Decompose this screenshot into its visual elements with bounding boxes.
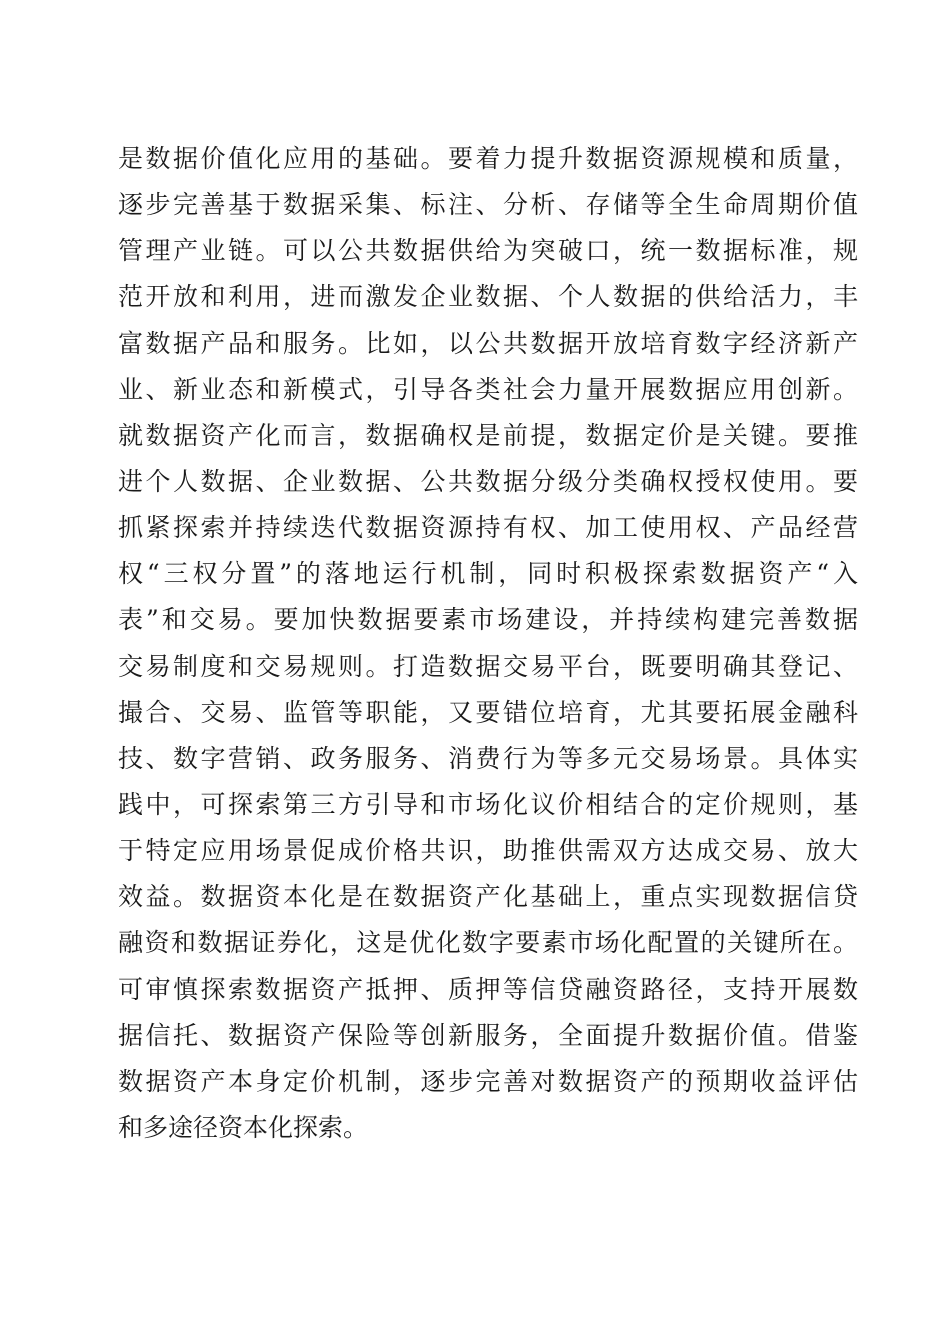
text-line-20: 据信托、数据资产保险等创新服务，全面提升数据价值。借鉴	[118, 1020, 858, 1050]
text-line-14: 技、数字营销、政务服务、消费行为等多元交易场景。具体实	[118, 743, 858, 773]
text-line-2: 逐步完善基于数据采集、标注、分析、存储等全生命周期价值	[118, 190, 858, 220]
text-line-10: 权“三权分置”的落地运行机制，同时积极探索数据资产“入	[118, 559, 858, 589]
text-line-6: 业、新业态和新模式，引导各类社会力量开展数据应用创新。	[118, 374, 858, 404]
text-line-15: 践中，可探索第三方引导和市场化议价相结合的定价规则，基	[118, 789, 858, 819]
text-line-3: 管理产业链。可以公共数据供给为突破口，统一数据标准，规	[118, 236, 858, 266]
text-line-18: 融资和数据证券化，这是优化数字要素市场化配置的关键所在。	[118, 928, 858, 958]
body-paragraph	[118, 136, 858, 1151]
text-line-17: 效益。数据资本化是在数据资产化基础上，重点实现数据信贷	[118, 882, 858, 912]
text-line-9: 抓紧探索并持续迭代数据资源持有权、加工使用权、产品经营	[118, 513, 858, 543]
text-line-1: 是数据价值化应用的基础。要着力提升数据资源规模和质量，	[118, 144, 858, 173]
text-line-8: 进个人数据、企业数据、公共数据分级分类确权授权使用。要	[118, 466, 858, 496]
text-line-22: 和多途径资本化探索。	[118, 1112, 369, 1142]
text-line-21: 数据资产本身定价机制，逐步完善对数据资产的预期收益评估	[118, 1066, 858, 1096]
text-line-13: 撮合、交易、监管等职能，又要错位培育，尤其要拓展金融科	[118, 697, 858, 727]
text-line-5: 富数据产品和服务。比如，以公共数据开放培育数字经济新产	[118, 328, 858, 358]
text-line-11: 表”和交易。要加快数据要素市场建设，并持续构建完善数据	[118, 605, 858, 635]
text-line-19: 可审慎探索数据资产抵押、质押等信贷融资路径，支持开展数	[118, 974, 858, 1004]
text-line-4: 范开放和利用，进而激发企业数据、个人数据的供给活力，丰	[118, 282, 858, 312]
text-line-12: 交易制度和交易规则。打造数据交易平台，既要明确其登记、	[118, 651, 858, 681]
text-line-7: 就数据资产化而言，数据确权是前提，数据定价是关键。要推	[118, 420, 858, 450]
text-line-16: 于特定应用场景促成价格共识，助推供需双方达成交易、放大	[118, 836, 858, 866]
